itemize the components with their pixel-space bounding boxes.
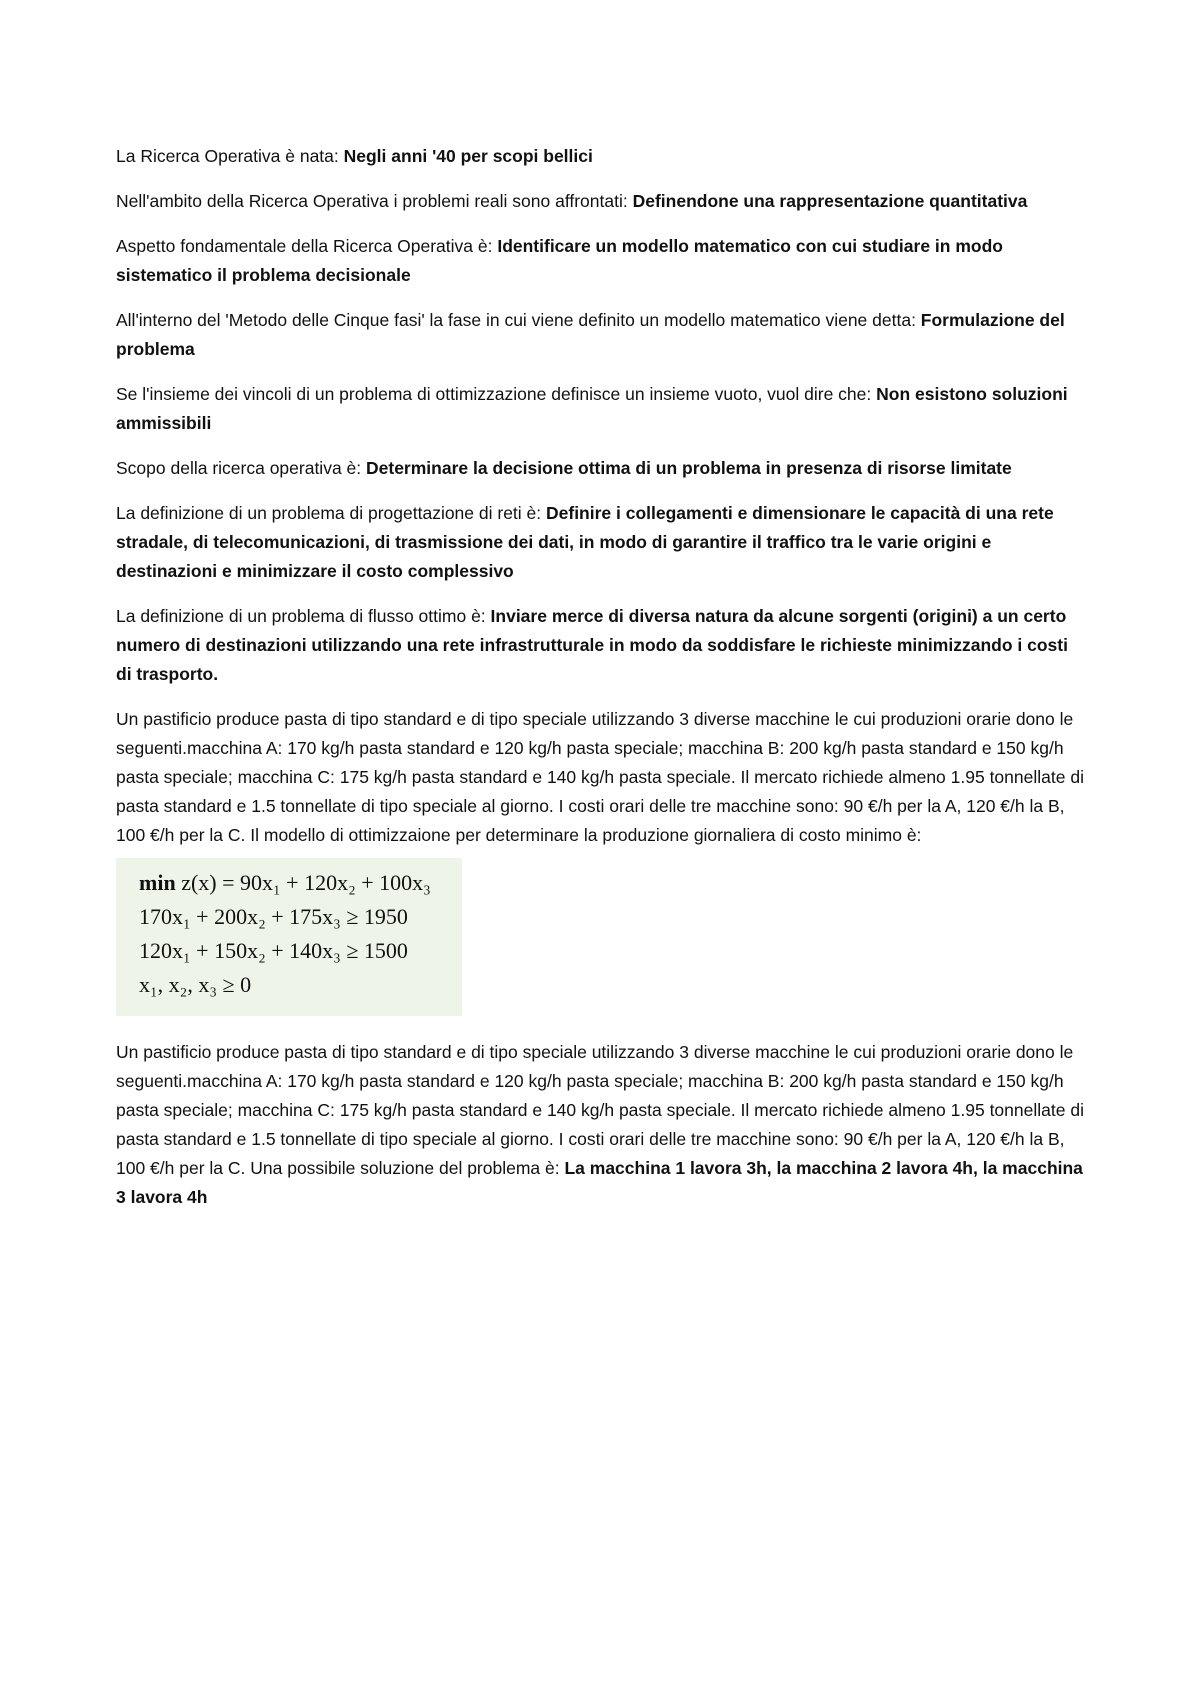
answer-text: Negli anni '40 per scopi bellici (343, 146, 593, 166)
answer-text: Formulazione del problema (116, 310, 1065, 359)
question-text: La definizione di un problema di flusso ottimo è: (116, 606, 491, 626)
answer-text: Definire i collegamenti e dimensionare le capacità di una rete stradale, di telecomunicazioni, di trasmissione dei dati, in modo di garantire il traffico tra le varie origini e destinazioni e minimizzare il costo complessivo (116, 503, 1054, 581)
document-page (116, 142, 1088, 1228)
qa-item-1 (116, 142, 1088, 171)
question-text: La definizione di un problema di progettazione di reti è: (116, 503, 546, 523)
question-text: Un pastificio produce pasta di tipo standard e di tipo speciale utilizzando 3 diverse macchine le cui produzioni orarie dono le seguenti.macchina A: 170 kg/h pasta standard e 120 kg/h pasta speciale; macchina B: 200 kg/h pasta standard e 150 kg/h pasta speciale; macchina C: 175 kg/h pasta standard e 140 kg/h pasta speciale. Il mercato richiede almeno 1.95 tonnellate di pasta standard e 1.5 tonnellate di tipo speciale al giorno. I costi orari delle tre macchine sono: 90 €/h per la A, 120 €/h la B, 100 €/h per la C. Il modello di ottimizzaione per determinare la produzione giornaliera di costo minimo è: (116, 709, 1084, 845)
qa-item-2 (116, 187, 1088, 216)
question-text: La Ricerca Operativa è nata: (116, 146, 344, 166)
question-text: Nell'ambito della Ricerca Operativa i problemi reali sono affrontati: (116, 191, 633, 211)
answer-text: La macchina 1 lavora 3h, la macchina 2 lavora 4h, la macchina 3 lavora 4h (116, 1158, 1083, 1207)
answer-text: Inviare merce di diversa natura da alcune sorgenti (origini) a un certo numero di destinazioni utilizzando una rete infrastrutturale in modo da soddisfare le richieste minimizzando i costi di trasporto. (116, 606, 1068, 684)
qa-item-9 (116, 705, 1088, 850)
answer-text: Determinare la decisione ottima di un problema in presenza di risorse limitate (366, 458, 1012, 478)
qa-item-6 (116, 454, 1088, 483)
answer-text: Non esistono soluzioni ammissibili (116, 384, 1068, 433)
answer-text: Definendone una rappresentazione quantitativa (632, 191, 1028, 211)
optimization-model-formula (116, 858, 462, 1016)
question-text: Un pastificio produce pasta di tipo standard e di tipo speciale utilizzando 3 diverse macchine le cui produzioni orarie dono le seguenti.macchina A: 170 kg/h pasta standard e 120 kg/h pasta speciale; macchina B: 200 kg/h pasta standard e 150 kg/h pasta speciale; macchina C: 175 kg/h pasta standard e 140 kg/h pasta speciale. Il mercato richiede almeno 1.95 tonnellate di pasta standard e 1.5 tonnellate di tipo speciale al giorno. I costi orari delle tre macchine sono: 90 €/h per la A, 120 €/h la B, 100 €/h per la C. Una possibile soluzione del problema è: (116, 1042, 1084, 1178)
qa-item-4 (116, 306, 1088, 364)
question-text: Scopo della ricerca operativa è: (116, 458, 366, 478)
non-negativity-constraint: x₁, x₂, x₃ ≥ 0 (139, 972, 252, 997)
question-text: All'interno del 'Metodo delle Cinque fasi' la fase in cui viene definito un modello matematico viene detta: (116, 310, 921, 330)
qa-item-8 (116, 602, 1088, 689)
objective-function (139, 868, 431, 897)
question-text: Se l'insieme dei vincoli di un problema di ottimizzazione definisce un insieme vuoto, vuol dire che: (116, 384, 877, 404)
question-text: Aspetto fondamentale della Ricerca Operativa è: (116, 236, 498, 256)
objective-expression: z(x) = 90x₁ + 120x₂ + 100x₃ (181, 870, 431, 895)
qa-item-10 (116, 1038, 1088, 1212)
qa-item-7 (116, 499, 1088, 586)
constraint-standard: 170x₁ + 200x₂ + 175x₃ ≥ 1950 (139, 904, 408, 929)
min-label: min (139, 870, 176, 895)
constraint-special: 120x₁ + 150x₂ + 140x₃ ≥ 1500 (139, 938, 408, 963)
qa-item-3 (116, 232, 1088, 290)
answer-text: Identificare un modello matematico con cui studiare in modo sistematico il problema decisionale (116, 236, 1003, 285)
qa-item-5 (116, 380, 1088, 438)
